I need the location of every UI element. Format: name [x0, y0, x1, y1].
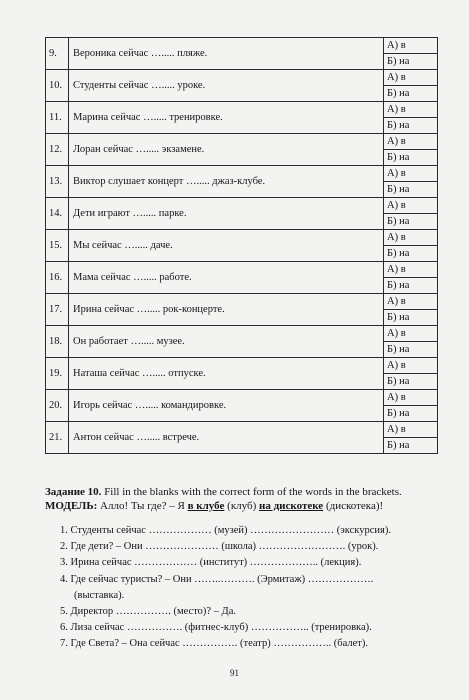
option-b: Б) на: [384, 342, 438, 358]
option-a: А) в: [384, 390, 438, 406]
row-number: 12.: [46, 134, 69, 166]
option-b: Б) на: [384, 246, 438, 262]
exercise-item: 7. Где Света? – Она сейчас ……………. (театр) …………….. (балет).: [60, 638, 368, 650]
option-a: А) в: [384, 262, 438, 278]
exercise-item: 2. Где дети? – Они ………………… (школа) ……………………. (урок).: [60, 541, 379, 553]
table-row: [46, 70, 438, 86]
option-a: А) в: [384, 198, 438, 214]
row-number: 15.: [46, 230, 69, 262]
row-number: 21.: [46, 422, 69, 454]
table-row: [46, 326, 438, 342]
table-row: [46, 358, 438, 374]
table-row: [46, 422, 438, 438]
row-sentence: Вероника сейчас …..... пляже.: [69, 38, 384, 70]
option-b: Б) на: [384, 150, 438, 166]
row-sentence: Мама сейчас …..... работе.: [69, 262, 384, 294]
model-text-3: (дискотека)!: [323, 500, 384, 512]
option-a: А) в: [384, 38, 438, 54]
exercise-item: 3. Ирина сейчас ……………… (институт) ……………….. (лекция).: [60, 557, 362, 569]
option-a: А) в: [384, 326, 438, 342]
table-row: [46, 198, 438, 214]
row-sentence: Наташа сейчас …..... отпуске.: [69, 358, 384, 390]
exercise-item: 6. Лиза сейчас ……………. (фитнес-клуб) …………….. (тренировка).: [60, 622, 372, 634]
option-a: А) в: [384, 230, 438, 246]
table-row: [46, 230, 438, 246]
table-row: [46, 262, 438, 278]
table-row: [46, 38, 438, 54]
option-a: А) в: [384, 70, 438, 86]
option-a: А) в: [384, 166, 438, 182]
option-a: А) в: [384, 134, 438, 150]
row-number: 11.: [46, 102, 69, 134]
table-row: [46, 134, 438, 150]
row-sentence: Лоран сейчас …..... экзамене.: [69, 134, 384, 166]
option-b: Б) на: [384, 54, 438, 70]
model-answer-1: в клубе: [187, 500, 225, 512]
row-number: 20.: [46, 390, 69, 422]
task-10: [45, 485, 440, 513]
row-sentence: Виктор слушает концерт …..... джаз-клубе.: [69, 166, 384, 198]
option-b: Б) на: [384, 86, 438, 102]
row-sentence: Ирина сейчас …..... рок-концерте.: [69, 294, 384, 326]
option-b: Б) на: [384, 438, 438, 454]
option-b: Б) на: [384, 214, 438, 230]
exercise-item: 4. Где сейчас туристы? – Они ……..………. (Эрмитаж) ……………….: [60, 573, 374, 585]
table-row: [46, 102, 438, 118]
exercise-item: 1. Студенты сейчас ……………… (музей) …………………… (экскурсия).: [60, 525, 391, 536]
option-a: А) в: [384, 422, 438, 438]
exercise-list: [60, 523, 440, 653]
exercise-item-continuation: (выставка).: [74, 589, 125, 601]
task-instruction: Fill in the blanks with the correct form of the words in the brackets.: [101, 486, 402, 498]
table-row: [46, 166, 438, 182]
option-b: Б) на: [384, 406, 438, 422]
option-a: А) в: [384, 294, 438, 310]
option-b: Б) на: [384, 374, 438, 390]
row-sentence: Дети играют …..... парке.: [69, 198, 384, 230]
row-number: 9.: [46, 38, 69, 70]
model-answer-2: на дискотеке: [259, 500, 324, 512]
model-label: МОДЕЛЬ:: [45, 500, 98, 512]
option-b: Б) на: [384, 118, 438, 134]
exercise-table: [45, 37, 438, 454]
row-number: 17.: [46, 294, 69, 326]
row-sentence: Антон сейчас …..... встрече.: [69, 422, 384, 454]
row-number: 16.: [46, 262, 69, 294]
row-number: 19.: [46, 358, 69, 390]
row-sentence: Студенты сейчас …..... уроке.: [69, 70, 384, 102]
row-number: 18.: [46, 326, 69, 358]
row-number: 13.: [46, 166, 69, 198]
row-sentence: Мы сейчас …..... даче.: [69, 230, 384, 262]
row-number: 10.: [46, 70, 69, 102]
table-row: [46, 390, 438, 406]
option-b: Б) на: [384, 182, 438, 198]
option-b: Б) на: [384, 278, 438, 294]
row-number: 14.: [46, 198, 69, 230]
row-sentence: Он работает …..... музее.: [69, 326, 384, 358]
task-title: Задание 10.: [45, 486, 102, 498]
option-a: А) в: [384, 358, 438, 374]
page-number: 91: [230, 668, 239, 678]
row-sentence: Марина сейчас …..... тренировке.: [69, 102, 384, 134]
option-b: Б) на: [384, 310, 438, 326]
option-a: А) в: [384, 102, 438, 118]
model-text-1: Алло! Ты где? – Я: [97, 500, 188, 512]
row-sentence: Игорь сейчас …..... командировке.: [69, 390, 384, 422]
table-row: [46, 294, 438, 310]
model-text-2: (клуб): [224, 500, 260, 512]
exercise-item: 5. Директор ……………. (место)? – Да.: [60, 606, 237, 618]
